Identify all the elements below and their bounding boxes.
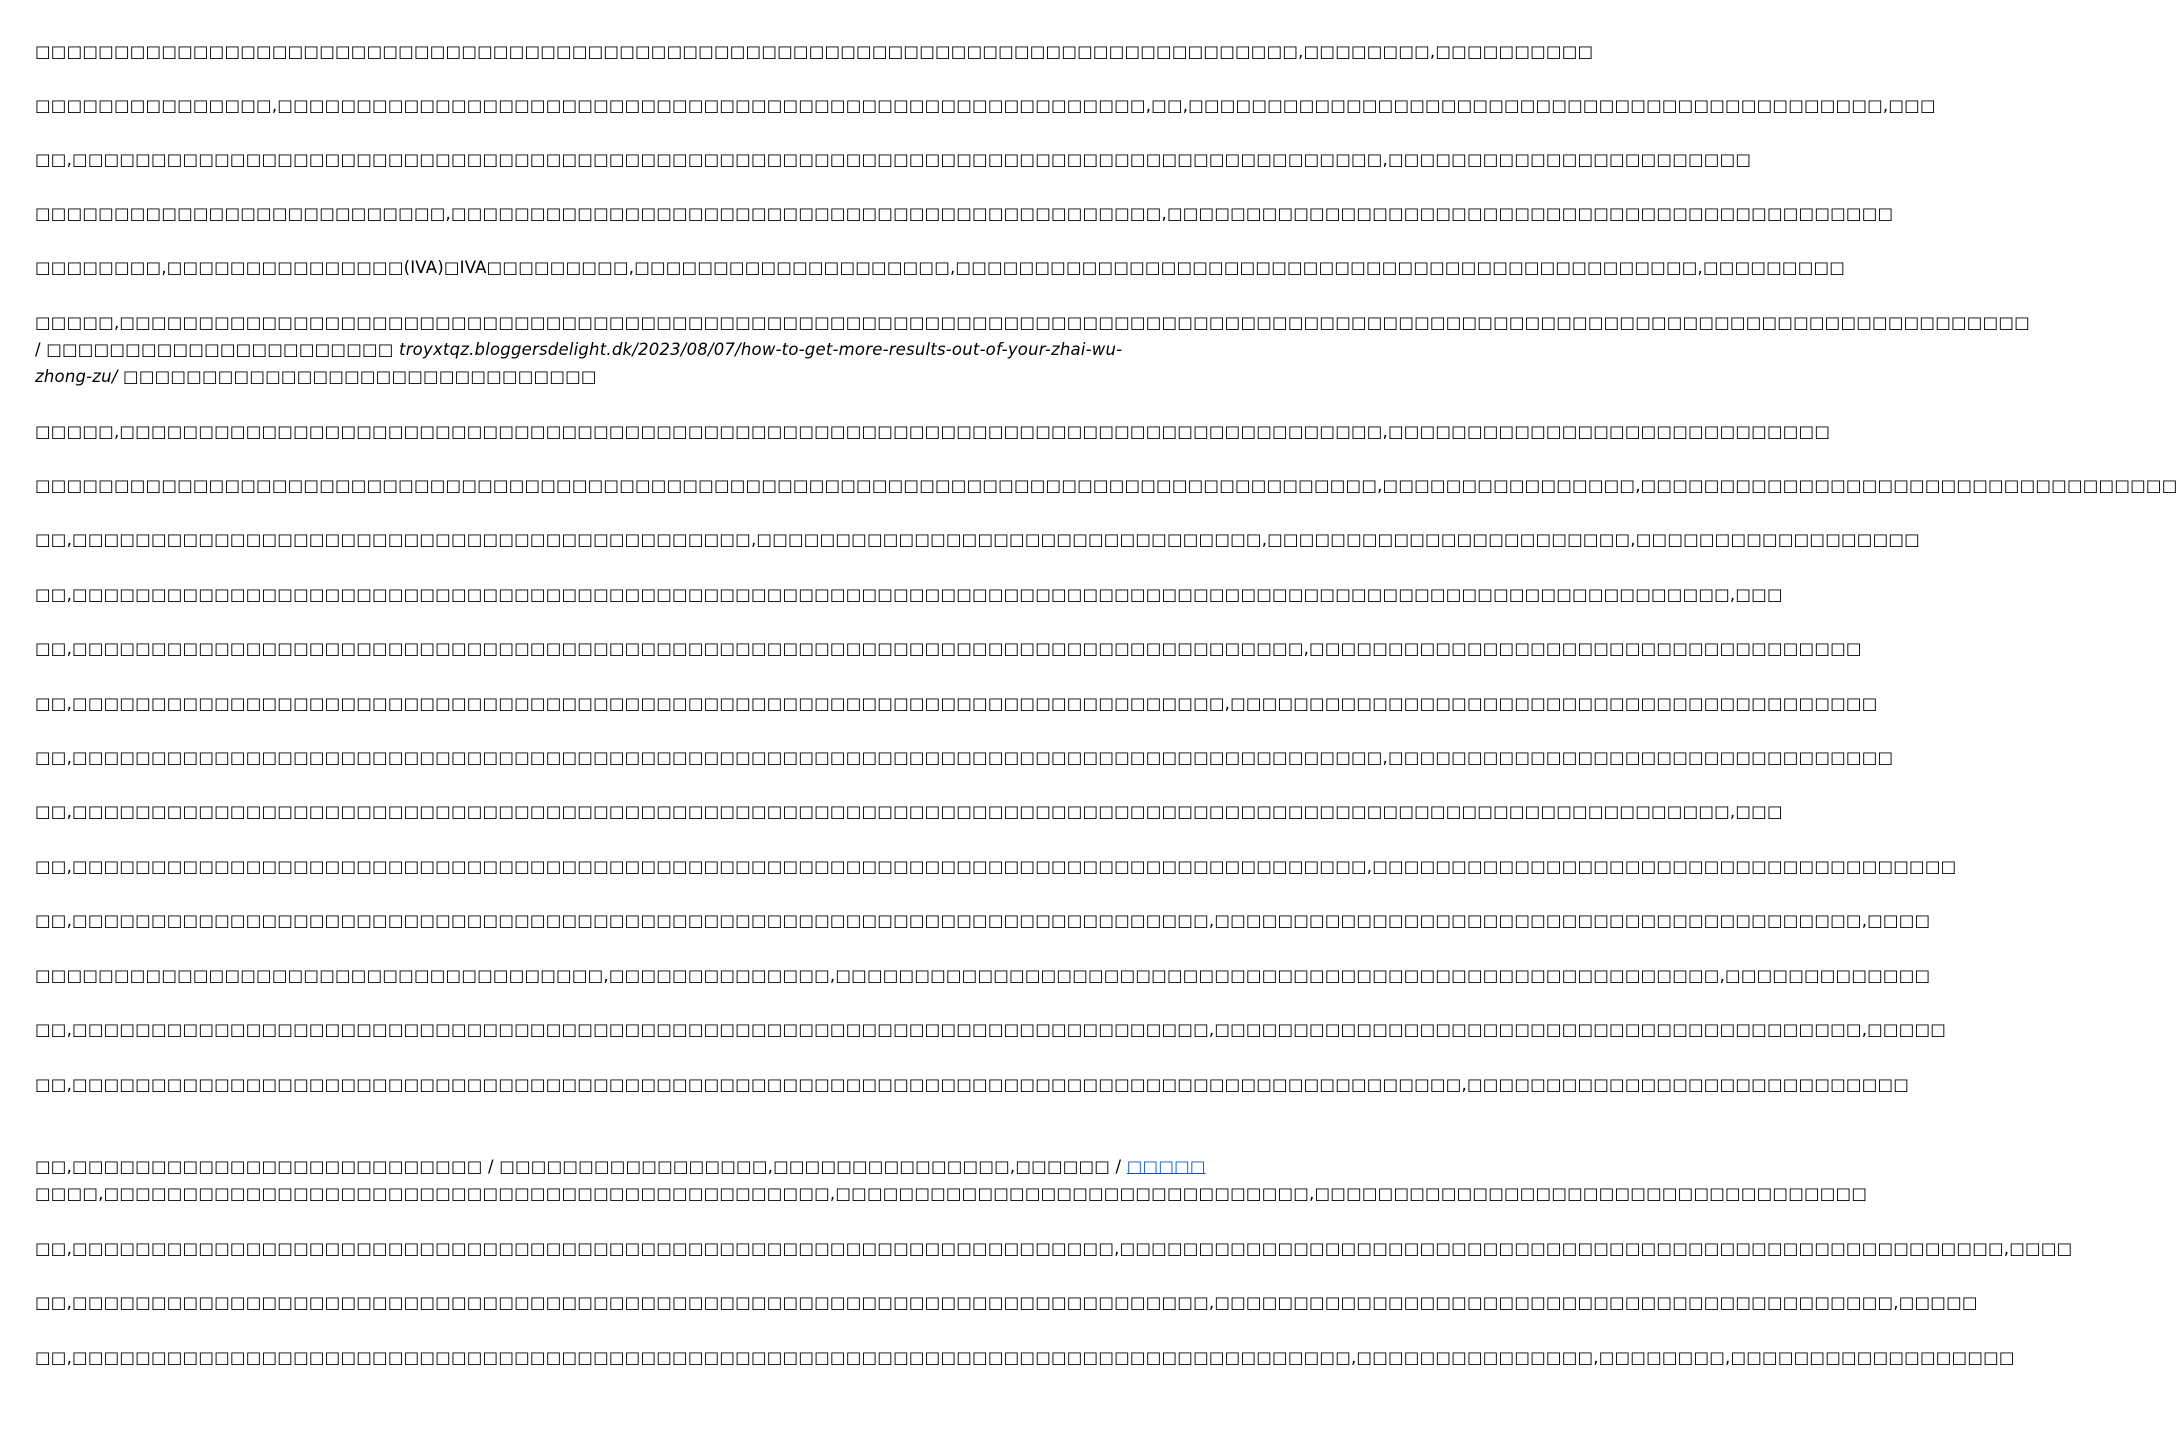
text-line: □□,□□□□□□□□□□□□□□□□□□□□□□□□□□□□□□□□□□□□□□□□□□□□□□□□□□□□□□□□□□□□□□□□□□,□□□□□□□□□□□□□□□□□□□□□□□□□□□□□□□□□□□□□□□□□□□□□□□□□□□□□□□□,□□□□ xyxy=(35,1239,2073,1258)
paragraph xyxy=(35,200,1894,227)
text-line: □□□□□□□□□□□□□□□□□□□□□□□□□□□□□□□□□□□□□□□□□□□□□□□□□□□□□□□□□□□□□□□□□□□□□□□□□□□□□□□□,□□□□□□□□,□□□□□□□□□□ xyxy=(35,42,1594,61)
text-line: □□,□□□□□□□□□□□□□□□□□□□□□□□□□□□□□□□□□□□□□□□□□□□□□□□□□□□□□□□□□□□□□□□□□□□□□□□□□,□□□□□□□□□□□□□□□□□□□□□□□□□□□□□□□□□□□□□□□□□ xyxy=(35,694,1878,713)
text-line: □□□□□□□□□□□□□□□,□□□□□□□□□□□□□□□□□□□□□□□□□□□□□□□□□□□□□□□□□□□□□□□□□□□□□□□,□□,□□□□□□□□□□□□□□□□□□□□□□□□□□□□□□□□□□□□□□□□□□□□,□□□ xyxy=(35,96,1936,115)
paragraph xyxy=(35,798,1783,825)
text-line: □□□□,□□□□□□□□□□□□□□□□□□□□□□□□□□□□□□□□□□□□□□□□□□□□□□,□□□□□□□□□□□□□□□□□□□□□□□□□□□□□□,□□□□□□□□□□□□□□□□□□□□□□□□□□□□□□□□□□□ xyxy=(35,1184,1868,1203)
text-span: / □□□□□□□□□□□□□□□□□□□□□□ xyxy=(35,340,400,359)
text-line xyxy=(35,336,1123,363)
paragraph xyxy=(35,418,1831,445)
text-line: □□,□□□□□□□□□□□□□□□□□□□□□□□□□□□□□□□□□□□□□□□□□□□□□□□□□□□□□□□□□□□□□□□□□□□□□□□□,□□□□□□□□□□□□□□□□□□□□□□□□□□□□□□□□□□□□□□□□□,□□□□□ xyxy=(35,1020,1947,1039)
paragraph xyxy=(35,254,1846,281)
text-line: □□,□□□□□□□□□□□□□□□□□□□□□□□□□□□□□□□□□□□□□□□□□□□□□□□□□□□□□□□□□□□□□□□□□□□□□□□□□□□□□□□□□□□,□□□□□□□□□□□□□□□□□□□□□□□□□□□□□□□□ xyxy=(35,748,1894,767)
paragraph-with-url xyxy=(35,309,2030,390)
paragraph xyxy=(35,38,1594,65)
paragraph-with-link xyxy=(35,1153,1868,1207)
text-line: □□,□□□□□□□□□□□□□□□□□□□□□□□□□□□□□□□□□□□□□□□□□□□□□□□□□□□□□□□□□□□□□□□□□□□□□□□□,□□□□□□□□□□□□□□□□□□□□□□□□□□□□□□□□□□□□□□□□□,□□□□ xyxy=(35,911,1931,930)
text-line: □□□□□□□□□□□□□□□□□□□□□□□□□□,□□□□□□□□□□□□□□□□□□□□□□□□□□□□□□□□□□□□□□□□□□□□□,□□□□□□□□□□□□□□□□□□□□□□□□□□□□□□□□□□□□□□□□□□□□□□ xyxy=(35,204,1894,223)
text-line: □□,□□□□□□□□□□□□□□□□□□□□□□□□□□□□□□□□□□□□□□□□□□□□□□□□□□□□□□□□□□□□□□□□□□□□□□□□,□□□□□□□□□□□□□□□□□□□□□□□□□□□□□□□□□□□□□□□□□□□,□□□□□ xyxy=(35,1293,1978,1312)
text-line: □□,□□□□□□□□□□□□□□□□□□□□□□□□□□□□□□□□□□□□□□□□□□□,□□□□□□□□□□□□□□□□□□□□□□□□□□□□□□□□,□□□□□□□□□□□□□□□□□□□□□□□,□□□□□□□□□□□□□□□□□□ xyxy=(35,530,1920,549)
paragraph xyxy=(35,1344,2015,1371)
paragraph xyxy=(35,92,1936,119)
text-line: □□,□□□□□□□□□□□□□□□□□□□□□□□□□□□□□□□□□□□□□□□□□□□□□□□□□□□□□□□□□□□□□□□□□□□□□□□□□□□□□□□□□□□□□□□□,□□□□□□□□□□□□□□□□□□□□□□□□□□□□ xyxy=(35,1075,1910,1094)
paragraph xyxy=(35,744,1894,771)
paragraph xyxy=(35,853,1957,880)
paragraph xyxy=(35,146,1752,173)
paragraph xyxy=(35,526,1920,553)
paragraph xyxy=(35,907,1931,934)
paragraph xyxy=(35,472,2178,499)
url-text: zhong-zu/ xyxy=(35,367,118,386)
text-line: □□,□□□□□□□□□□□□□□□□□□□□□□□□□□□□□□□□□□□□□□□□□□□□□□□□□□□□□□□□□□□□□□□□□□□□□□□□□□□□□□,□□□□□□□□□□□□□□□□□□□□□□□□□□□□□□□□□□□ xyxy=(35,639,1862,658)
text-line: □□,□□□□□□□□□□□□□□□□□□□□□□□□□□□□□□□□□□□□□□□□□□□□□□□□□□□□□□□□□□□□□□□□□□□□□□□□□□□□□□□□□,□□□□□□□□□□□□□□□,□□□□□□□□,□□□□□□□□□□□□□□□□□□ xyxy=(35,1348,2015,1367)
paragraph xyxy=(35,1235,2073,1262)
text-line: □□□□□□□□□□□□□□□□□□□□□□□□□□□□□□□□□□□□,□□□□□□□□□□□□□□,□□□□□□□□□□□□□□□□□□□□□□□□□□□□□□□□□□□□□□□□□□□□□□□□□□□□□□□□,□□□□□□□□□□□□□ xyxy=(35,966,1931,985)
text-line: □□□□□□□□,□□□□□□□□□□□□□□□(IVA)□IVA□□□□□□□□□,□□□□□□□□□□□□□□□□□□□□,□□□□□□□□□□□□□□□□□□□□□□□□□□□□□□□□□□□□□□□□□□□□□□□,□□□□□□□□□ xyxy=(35,258,1846,277)
paragraph xyxy=(35,1016,1947,1043)
text-line xyxy=(35,1098,990,1125)
text-line: □□,□□□□□□□□□□□□□□□□□□□□□□□□□□□□□□□□□□□□□□□□□□□□□□□□□□□□□□□□□□□□□□□□□□□□□□□□□□□□□□□□□□□,□□□□□□□□□□□□□□□□□□□□□□□ xyxy=(35,150,1752,169)
paragraph xyxy=(35,635,1862,662)
paragraph xyxy=(35,581,1783,608)
text-line: □□,□□□□□□□□□□□□□□□□□□□□□□□□□□□□□□□□□□□□□□□□□□□□□□□□□□□□□□□□□□□□□□□□□□□□□□□□□□□□□□□□□□□□□□□□□□□□□□□□□□□□□□□□□,□□□ xyxy=(35,585,1783,604)
text-line: □□□□□,□□□□□□□□□□□□□□□□□□□□□□□□□□□□□□□□□□□□□□□□□□□□□□□□□□□□□□□□□□□□□□□□□□□□□□□□□□□□□□□□,□□□□□□□□□□□□□□□□□□□□□□□□□□□□ xyxy=(35,422,1831,441)
paragraph xyxy=(35,962,1931,989)
text-line: □□□□□,□□□□□□□□□□□□□□□□□□□□□□□□□□□□□□□□□□□□□□□□□□□□□□□□□□□□□□□□□□□□□□□□□□□□□□□□□□□□□□□□□□□□□□□□□□□□□□□□□□□□□□□□□□□□□□□□□□□□□□□□□ xyxy=(35,313,2030,332)
text-line: □□,□□□□□□□□□□□□□□□□□□□□□□□□□□□□□□□□□□□□□□□□□□□□□□□□□□□□□□□□□□□□□□□□□□□□□□□□□□□□□□□□□□□□□□□□□□□□□□□□□□□□□□□□□,□□□ xyxy=(35,802,1783,821)
paragraph xyxy=(35,1289,1978,1316)
url-text: troyxtqz.bloggersdelight.dk/2023/08/07/how-to-get-more-results-out-of-your-zhai-wu- xyxy=(399,340,1123,359)
text-line xyxy=(35,363,990,390)
text-span: □□□□□□□□□□□□□□□□□□□□□□□□□□□□□□ xyxy=(117,367,597,386)
text-line: □□□□□□□□□□□□□□□□□□□□□□□□□□□□□□□□□□□□□□□□□□□□□□□□□□□□□□□□□□□□□□□□□□□□□□□□□□□□□□□□□□□□□,□□□□□□□□□□□□□□□□,□□□□□□□□□□□□□□□□□□□□□□□□□□□□□□□□□□ xyxy=(35,476,2178,495)
text-line xyxy=(35,1153,1206,1180)
text-line: □□,□□□□□□□□□□□□□□□□□□□□□□□□□□□□□□□□□□□□□□□□□□□□□□□□□□□□□□□□□□□□□□□□□□□□□□□□□□□□□□□□□□,□□□□□□□□□□□□□□□□□□□□□□□□□□□□□□□□□□□□□ xyxy=(35,857,1957,876)
inline-link[interactable]: □□□□□ xyxy=(1126,1157,1206,1176)
paragraph xyxy=(35,690,1878,717)
text-span: □□,□□□□□□□□□□□□□□□□□□□□□□□□□□ / □□□□□□□□□□□□□□□□□,□□□□□□□□□□□□□□□,□□□□□□ / xyxy=(35,1157,1127,1176)
paragraph xyxy=(35,1071,1910,1125)
